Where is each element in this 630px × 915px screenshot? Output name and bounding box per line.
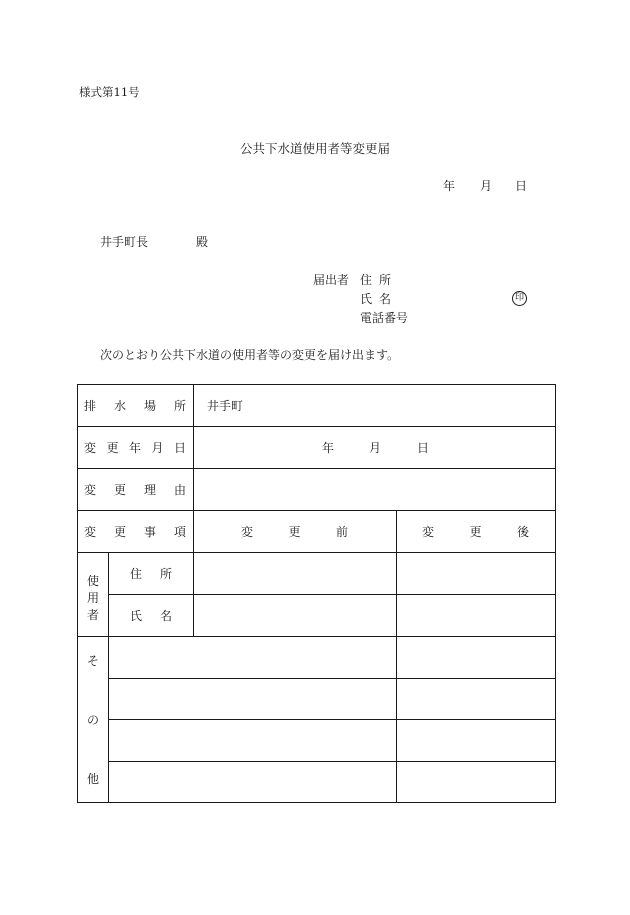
label-char: 用 bbox=[86, 591, 99, 605]
label-char: そ bbox=[86, 654, 99, 668]
label-char: 事 bbox=[143, 525, 156, 539]
change-date-month[interactable]: 月 bbox=[369, 441, 382, 455]
seal-mark bbox=[512, 291, 527, 306]
date-day-label: 日 bbox=[515, 179, 528, 193]
label-char: 月 bbox=[151, 441, 164, 455]
addressee: 井手町長 bbox=[100, 235, 149, 249]
applicant-name-label: 氏名 bbox=[360, 292, 399, 306]
label-char: 氏 bbox=[130, 609, 143, 623]
user-address-label bbox=[130, 568, 172, 580]
header-char: 後 bbox=[516, 525, 529, 539]
label-char: 更 bbox=[113, 483, 126, 497]
intro-sentence: 次のとおり公共下水道の使用者等の変更を届け出ます。 bbox=[100, 348, 400, 362]
other-label bbox=[86, 655, 100, 785]
label-char: 更 bbox=[113, 525, 126, 539]
change-date-day[interactable]: 日 bbox=[417, 441, 430, 455]
date-month-label: 月 bbox=[480, 179, 493, 193]
change-date-label bbox=[84, 442, 186, 454]
label-char: 場 bbox=[143, 399, 156, 413]
after-change-header bbox=[422, 526, 529, 538]
label-char: 者 bbox=[86, 608, 99, 622]
label-char: 理 bbox=[143, 483, 156, 497]
drainage-place-label bbox=[84, 400, 186, 412]
header-char: 変 bbox=[241, 525, 254, 539]
label-char: 住 bbox=[130, 567, 143, 581]
label-char: 所 bbox=[159, 567, 172, 581]
change-reason-input[interactable] bbox=[196, 470, 554, 509]
header-char: 変 bbox=[422, 525, 435, 539]
applicant-label: 届出者 bbox=[313, 273, 350, 287]
label-char: 日 bbox=[173, 441, 186, 455]
label-char: 変 bbox=[84, 525, 97, 539]
seal-char: 印 bbox=[514, 293, 524, 303]
label-char: の bbox=[86, 713, 99, 727]
document-title: 公共下水道使用者等変更届 bbox=[239, 141, 390, 156]
date-year-label: 年 bbox=[443, 179, 456, 193]
change-reason-label bbox=[84, 484, 186, 496]
label-char: 使 bbox=[86, 574, 99, 588]
label-char: 変 bbox=[84, 441, 97, 455]
label-char: 更 bbox=[106, 441, 119, 455]
change-items-label bbox=[84, 526, 186, 538]
label-char: 年 bbox=[128, 441, 141, 455]
applicant-phone-label: 電話番号 bbox=[360, 311, 409, 325]
label-char: 水 bbox=[113, 399, 126, 413]
user-name-label bbox=[130, 610, 172, 622]
change-date-year[interactable]: 年 bbox=[322, 441, 335, 455]
addressee-honorific: 殿 bbox=[196, 235, 209, 249]
drainage-place-value[interactable]: 井手町 bbox=[207, 399, 244, 413]
label-char: 由 bbox=[173, 483, 186, 497]
label-char: 変 bbox=[84, 483, 97, 497]
label-char: 項 bbox=[173, 525, 186, 539]
header-char: 前 bbox=[335, 525, 348, 539]
header-char: 更 bbox=[288, 525, 301, 539]
label-char: 排 bbox=[84, 399, 97, 413]
user-label bbox=[86, 575, 100, 621]
form-number: 様式第11号 bbox=[79, 85, 140, 99]
header-char: 更 bbox=[469, 525, 482, 539]
before-change-header bbox=[241, 526, 348, 538]
label-char: 他 bbox=[86, 772, 99, 786]
label-char: 所 bbox=[173, 399, 186, 413]
label-char: 名 bbox=[159, 609, 172, 623]
applicant-address-label: 住所 bbox=[360, 273, 399, 287]
